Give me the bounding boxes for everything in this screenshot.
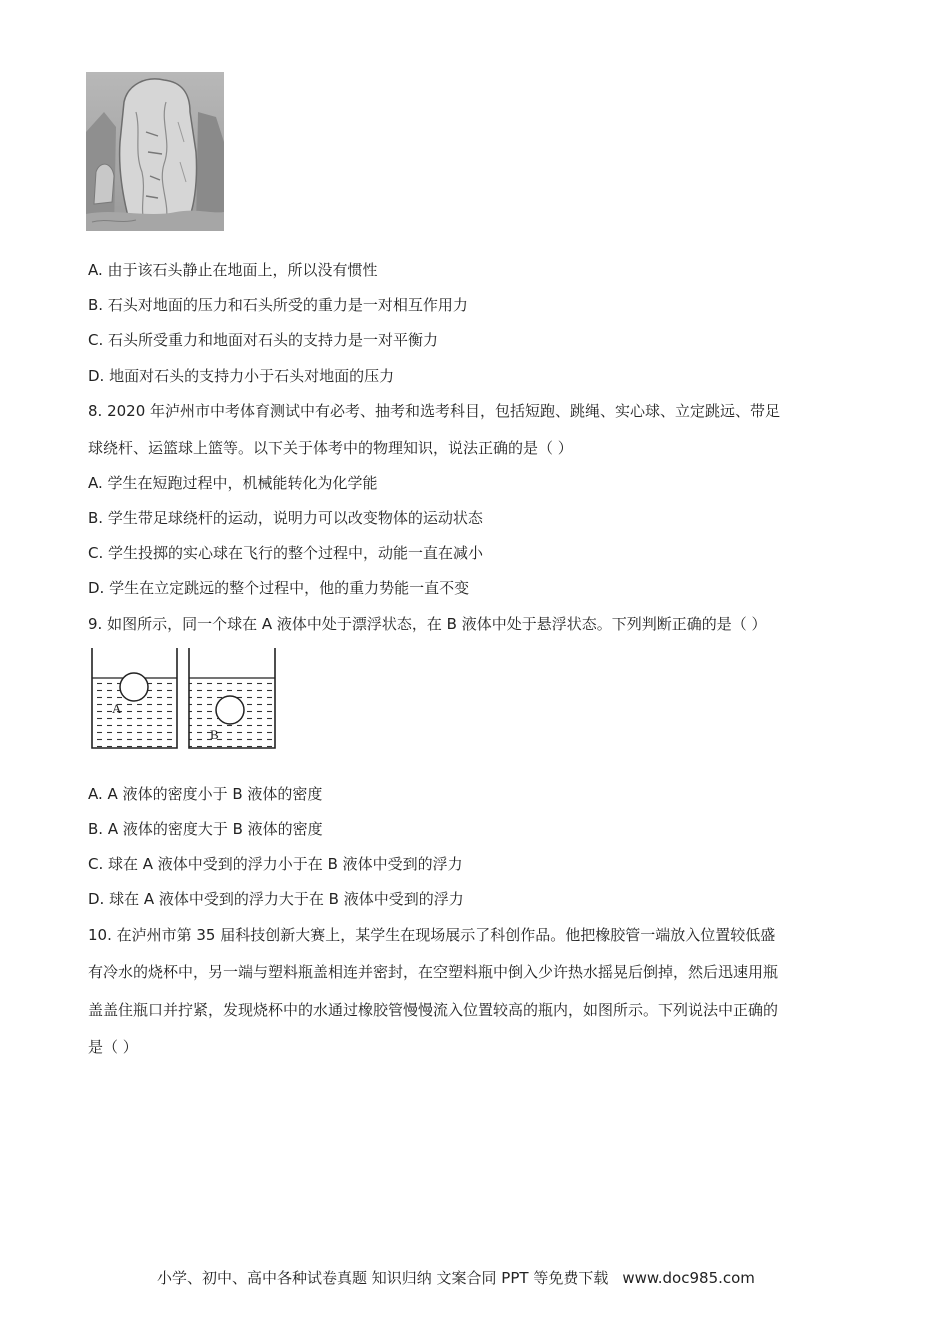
q7-option-c: C. 石头所受重力和地面对石头的支持力是一对平衡力 [88,331,439,349]
q8-option-a: A. 学生在短跑过程中，机械能转化为化学能 [88,474,378,492]
q7-option-a: A. 由于该石头静止在地面上，所以没有惯性 [88,261,378,279]
q9-option-b: B. A 液体的密度大于 B 液体的密度 [88,820,323,838]
q8-option-c: C. 学生投掷的实心球在飞行的整个过程中，动能一直在减小 [88,544,484,562]
page-footer [157,1268,755,1288]
q9-option-a: A. A 液体的密度小于 B 液体的密度 [88,785,323,803]
q7-option-d: D. 地面对石头的支持力小于石头对地面的压力 [88,367,395,385]
q10-stem-line-3: 盖盖住瓶口并拧紧，发现烧杯中的水通过橡胶管慢慢流入位置较高的瓶内，如图所示。下列说法中正确的 [88,1001,779,1019]
beakers-figure [86,645,280,751]
q9-option-d: D. 球在 A 液体中受到的浮力大于在 B 液体中受到的浮力 [88,890,464,908]
q9-stem: 9. 如图所示，同一个球在 A 液体中处于漂浮状态，在 B 液体中处于悬浮状态。下列判断正确的是（ ） [88,615,767,633]
beaker-label-a: A [112,701,122,716]
q7-option-b: B. 石头对地面的压力和石头所受的重力是一对相互作用力 [88,296,468,314]
q10-stem-line-1: 10. 在泸州市第 35 届科技创新大赛上，某学生在现场展示了科创作品。他把橡胶管一端放入位置较低盛 [88,926,776,944]
footer-site-link[interactable]: www.doc985.com [622,1269,755,1287]
q8-stem-line-2: 球绕杆、运篮球上篮等。以下关于体考中的物理知识，说法正确的是（ ） [88,439,573,457]
beaker-label-b: B [210,727,219,742]
q10-stem-line-2: 有冷水的烧杯中，另一端与塑料瓶盖相连并密封，在空塑料瓶中倒入少许热水摇晃后倒掉，然后迅速用瓶 [88,963,779,981]
q9-option-c: C. 球在 A 液体中受到的浮力小于在 B 液体中受到的浮力 [88,855,463,873]
q10-stem-line-4: 是（ ） [88,1038,138,1056]
q8-option-d: D. 学生在立定跳远的整个过程中，他的重力势能一直不变 [88,579,470,597]
footer-text: 小学、初中、高中各种试卷真题 知识归纳 文案合同 PPT 等免费下载 [157,1269,609,1287]
rock-photo-image [86,72,224,231]
q8-option-b: B. 学生带足球绕杆的运动，说明力可以改变物体的运动状态 [88,509,483,527]
q8-stem-line-1: 8. 2020 年泸州市中考体育测试中有必考、抽考和选考科目，包括短跑、跳绳、实心球、立定跳远、带足 [88,402,781,420]
